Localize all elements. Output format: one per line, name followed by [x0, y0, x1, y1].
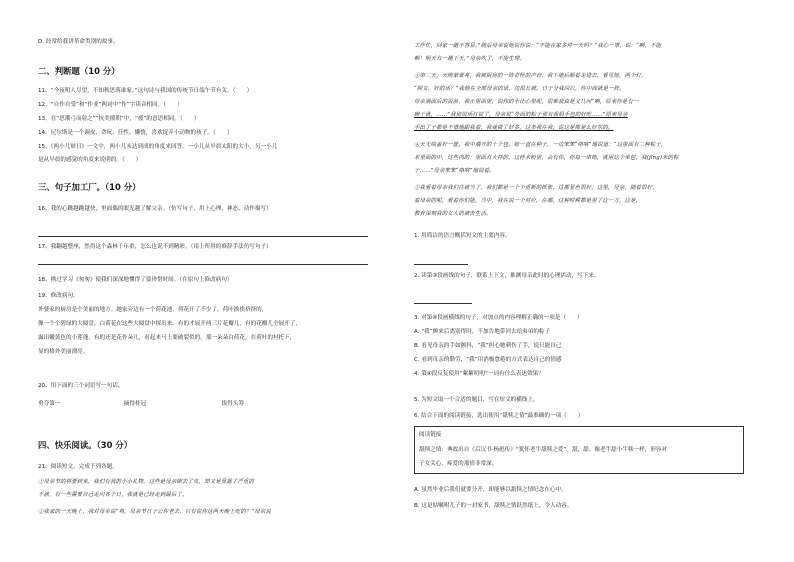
section-2-title: 二、判断题（10 分） — [38, 66, 120, 76]
reading-para-3-line1: ③第二天，天刚蒙蒙亮，我被厨房的一阵奇怪的声音，我下地后顺着走进去，看见她，两个灯， — [414, 73, 647, 79]
passage-19-line2: 像一个个碧绿的大圆盘，白荷花在这些大圆盘中探出来。有的才展开两三片花瓣儿，有的花瓣儿全展开了， — [38, 321, 301, 327]
sub-question-6: 6. 结合下面的阅读链接，选出使用“舐犊之情”最准确的一项（ ） — [414, 413, 584, 419]
reading-para-4-line1: ④天无啥盖好一筐，我中端开的十个包。她一直在种子，一边笨笨“咯咯”地说道：“这里面有二种粽子， — [414, 142, 667, 148]
question-15-line1: 15、《两小儿辩日》一文中，两小儿未达到成的角度来回答。一小儿从早晨太阳的大小，另一小儿 — [38, 144, 278, 150]
question-17: 17、我翻越整座，然得这个森林千年重，怎么也说不到精彩。（用上所用的修辞手法仿写句子） — [38, 244, 272, 250]
question-14: 14、尼尔斯是一个调皮、贪玩、任性、懒惰，喜欢捉弄小动物的孩子。（ ） — [38, 130, 233, 136]
word-1: 勇夺第一 — [38, 401, 61, 407]
reading-link-line2: 子女关心、疼爱的那情非常深。 — [419, 461, 498, 467]
question-11: 11、“今夜明人尽望，不知秋思落谁家。”这句诗与我国的传统节日端午节有关。（ ） — [38, 88, 253, 94]
sub-question-2: 2. 读第③段画线的句子，联系上下文，推测母亲此时的心理活动，写下来。 — [414, 273, 600, 279]
option-3a: A. “我”颤来后离别得时，不加告地带回去给弟弟的粽子 — [414, 329, 551, 335]
question-21: 21、阅读短文，完成下列各题。 — [38, 464, 118, 470]
reading-para-2-line1: ②我家的一天晚上，我对母亲说“鸡，母亲节日子公你老去，只有说你这两天晚上吃的？”母亲说 — [38, 509, 271, 515]
answer-line-2 — [414, 303, 472, 304]
word-3: 拔得头筹 — [221, 401, 244, 407]
question-19: 19、修改病句。 — [38, 293, 79, 299]
question-18: 18、拗过学习《匆匆》使我们深深地懂得了要珍惜时间。（在原句上修改病句） — [38, 277, 233, 283]
answer-line-1 — [414, 264, 468, 265]
option-3b: B. 看见母亲的手如颤抖，“我”担心她刺伤了手，说只能自己 — [414, 343, 562, 349]
reading-para-1-line2: 不满，有一些需要自己走向各个日，我就是已经走到最后了。 — [38, 492, 188, 498]
question-13: 13、在“思潮弓而射之”“抗美援朝”中，“援”的意思相同。（ ） — [38, 116, 200, 122]
passage-19-line3: 露出嫩黄色的小莲蓬。有的还是花骨朵儿，看起来马上要破裂似的。那一朵朵白荷花，在荷叶的衬托下， — [38, 335, 296, 341]
reading-para-4-line3: 子……”母亲笨笨“咯咯”地说着。 — [414, 168, 495, 174]
reading-para-5-line2: 着母亲的呢，看着你们能，当中，我在说一个对应，在哪，这种时候都是里了这一方，这是， — [414, 198, 642, 204]
reading-para-2-line2: 工作忙，回家一趟不容易。”随后母亲说她说你说：“不能在家多停一天吗？”我心一罩，说：“啊，不能 — [414, 43, 662, 49]
reading-link-line1: 舐犊之情：典故出自《后汉书·杨彪传》“犹怀老牛舐犊之爱”。舐，舔。像老牛舔小牛犊一样，形容对 — [419, 447, 668, 453]
reading-para-2-line3: 啊！明天有一趟下天，”母亲吹了，不能生理。 — [414, 56, 526, 62]
sub-question-3: 3. 对第④段画横线的句子，对加点的内容理解正确的一项是（ ） — [414, 315, 583, 321]
question-15-line2: 是从早晨的感觉的角度来说明的。（ ） — [38, 157, 142, 163]
option-6b: B. 这是姑嘱咐儿子的一封家书，舐犊之情跃然纸上，令人动容。 — [414, 503, 573, 509]
reading-para-3-line4: 碗子就，……”我别说话打说了，母亲说“外面的粽子那有我妈手包的好吃……”原来母亲 — [414, 112, 628, 118]
word-list — [38, 400, 244, 408]
option-d: D. 经常给我讲革命类别的故事。 — [38, 39, 119, 45]
section-3-title: 三、句子加工厂。（10 分） — [38, 182, 141, 192]
option-6a: A. 虽然毕业后我们就要分开，却能够以舐犊之情纪念在心中。 — [414, 487, 567, 493]
word-2: 摘得桂冠 — [123, 401, 147, 407]
sub-question-4: 4. 第④段反复使用“絮絮叨叨”一词有什么表达效果？ — [414, 371, 544, 377]
passage-19-line4: 显的格外美丽漂亮。 — [38, 349, 89, 355]
reading-para-3-line3: 母亲满面后的说前，我正里面里，说你的手让心里呢，很难我真是又几问“啊，原来你是有一 — [414, 99, 639, 105]
reading-para-5-line3: 教育深刻我的女人的被苦生活。 — [414, 211, 492, 217]
reading-link-title: 阅读链接 — [419, 432, 442, 438]
sub-question-5: 5. 为短文取一个合适的题目，写在短文的横线上。 — [414, 397, 539, 403]
option-3c: C. 看到母亲的勤劳，“我”用消极怠倦的方式表达自己的情感 — [414, 357, 562, 363]
reading-para-1-line1: ①母亲节的将要到来，我们有我的小小礼物，这些是母亲刷去了皮，却又是显露了严重的 — [38, 479, 255, 485]
reading-link-box — [414, 426, 744, 474]
question-12: 12、“自作自受”和“作业”两词中“作”字读音相同。（ ） — [38, 102, 183, 108]
reading-para-5-line1: ⑤我看着母亲我们往就当了，我们都是一个个重新的纸张，这都显色很好，这里，母亲，随着很好， — [414, 185, 658, 191]
question-16: 16、我的心跳越跳越快，里面偶的眼光越了解父亲。（仿写句子，用上心理、神态、动作描写） — [38, 206, 272, 212]
passage-19-line1: 外婆家的厨房是个美丽的地方。她家旁边有一个荷花池，荷花开了不少了，荷叶挨挨挤挤的， — [38, 307, 268, 313]
reading-para-4-line2: 米里面的中，这些肉的：里面有大拌的，这样米粉里，会有你，你每一串她，就用这个来包。我(jīng)米的粽 — [414, 155, 679, 161]
answer-line-16 — [38, 236, 368, 237]
sub-question-1: 1. 用简洁的语言概括短文的主要内容。 — [414, 233, 511, 239]
reading-para-3-line5: 手出了子都是不惜地跟我着，我就做了好多，这条我在我，说这是都是么好东的。 — [414, 125, 614, 131]
question-20: 20、用下面的三个词语写一句话。 — [38, 383, 124, 389]
section-4-title: 四、快乐阅读。（30 分） — [38, 440, 133, 450]
reading-para-3-line2: “阿女，好的话？”我她在全部母亲的话，边很长被。日子分我回以，你中间就是一阵。 — [414, 86, 625, 92]
answer-line-17 — [38, 264, 368, 265]
